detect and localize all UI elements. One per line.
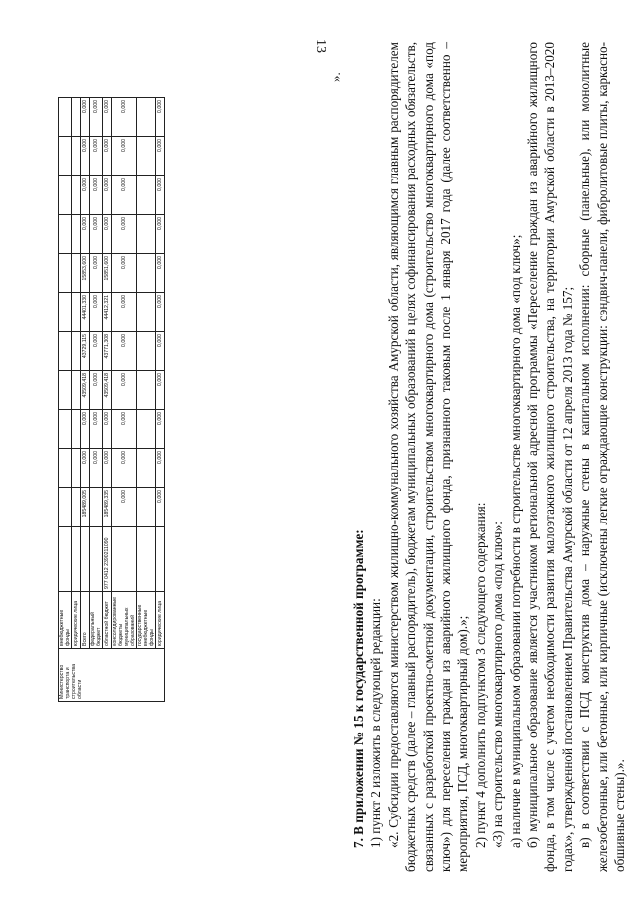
value-cell <box>72 293 81 332</box>
value-cell: 185489,335 <box>103 488 112 527</box>
paragraph: а) наличие в муниципальном образовании потребности в строительстве многоквартирного дома «под ключ»; <box>507 234 523 848</box>
value-cell: 0,000 <box>156 293 165 332</box>
value-cell <box>137 449 156 488</box>
row-label: государственные внебюджетные фонды <box>137 592 156 649</box>
row-label: юридические лица <box>156 592 165 649</box>
paragraph: 7. В приложении № 15 к государственной программе: <box>351 529 366 848</box>
paragraph: «3) на строительство многоквартирного дома «под ключ»: <box>490 521 506 848</box>
value-cell <box>72 449 81 488</box>
rotated-page-content <box>50 32 628 872</box>
table-row <box>59 98 72 702</box>
budget-code <box>137 527 156 592</box>
value-cell: 0,000 <box>90 215 103 254</box>
value-cell: 0,000 <box>112 215 137 254</box>
budget-code: 977 0412 2390211090 <box>103 527 112 592</box>
value-cell <box>137 488 156 527</box>
value-cell: 44412,321 <box>103 293 112 332</box>
value-cell: 0,000 <box>156 215 165 254</box>
value-cell: 0,000 <box>90 332 103 371</box>
value-cell: 0,000 <box>112 176 137 215</box>
budget-code <box>112 527 137 592</box>
value-cell: 0,000 <box>112 449 137 488</box>
row-label: юридические лица <box>72 592 81 649</box>
value-cell <box>59 332 72 371</box>
value-cell: 0,000 <box>103 215 112 254</box>
value-cell <box>137 371 156 410</box>
budget-code <box>72 527 81 592</box>
org-cell: Министерство транспорта и строительства области <box>59 649 165 702</box>
value-cell: 0,000 <box>156 488 165 527</box>
table-row <box>137 98 156 702</box>
paragraph: в) в соответствии с ПСД конструктив дома – наружные стены в капитальном исполнении: сборные (панельные), или монолитные железобетонные, или бетонные, или кирпичные (исключены легкие ограждающие конструкции: сэндвич-панели, фибролитовые плиты, каркасно-обшивные стены).». <box>577 42 628 872</box>
value-cell: 0,000 <box>81 176 90 215</box>
value-cell <box>137 254 156 293</box>
value-cell <box>72 254 81 293</box>
value-cell: 185489,005 <box>81 488 90 527</box>
value-cell: 0,000 <box>90 176 103 215</box>
budget-code <box>81 527 90 592</box>
value-cell <box>59 176 72 215</box>
table-row <box>90 98 103 702</box>
paragraph: б) муниципальное образование является участником региональной адресной программы «Переселение граждан из аварийного жилищного фонда, в том числе с учетом необходимости развития малоэтажного жилищного строительства, на территории Амурской области в 2013–2020 годах», утвержденной постановлением Правительства Амурской области от 12 апреля 2013 года № 157; <box>525 42 575 872</box>
value-cell: 0,000 <box>81 449 90 488</box>
table-close-quote: ». <box>328 72 343 82</box>
page-number: 13 <box>313 39 328 53</box>
value-cell <box>72 410 81 449</box>
value-cell <box>59 410 72 449</box>
value-cell: 0,000 <box>103 137 112 176</box>
value-cell: 43729,115 <box>81 332 90 371</box>
value-cell <box>137 332 156 371</box>
value-cell: 0,000 <box>81 98 90 137</box>
value-cell: 0,000 <box>103 176 112 215</box>
value-cell <box>137 176 156 215</box>
budget-table <box>58 97 165 702</box>
value-cell: 0,000 <box>156 410 165 449</box>
value-cell: 0,000 <box>90 293 103 332</box>
value-cell <box>59 371 72 410</box>
value-cell <box>59 98 72 137</box>
value-cell <box>72 137 81 176</box>
value-cell: 0,000 <box>103 98 112 137</box>
value-cell <box>59 254 72 293</box>
value-cell: 0,000 <box>156 332 165 371</box>
value-cell: 0,000 <box>112 137 137 176</box>
row-label: внебюджетные фонды <box>59 592 72 649</box>
value-cell: 0,000 <box>90 449 103 488</box>
table-row <box>103 98 112 702</box>
value-cell: 0,000 <box>81 410 90 449</box>
value-cell: 0,000 <box>156 371 165 410</box>
value-cell: 43509,418 <box>103 371 112 410</box>
value-cell <box>137 98 156 137</box>
row-label: Всего <box>81 592 90 649</box>
value-cell: 0,000 <box>81 215 90 254</box>
value-cell: 0,000 <box>156 254 165 293</box>
table-row <box>156 98 165 702</box>
value-cell <box>59 293 72 332</box>
table-row <box>81 98 90 702</box>
value-cell <box>72 371 81 410</box>
value-cell <box>72 98 81 137</box>
value-cell: 0,000 <box>112 332 137 371</box>
value-cell: 0,000 <box>112 488 137 527</box>
budget-code <box>156 527 165 592</box>
value-cell: 0,000 <box>112 410 137 449</box>
value-cell: 0,000 <box>112 254 137 293</box>
row-label: консолидированные бюджеты муниципальных образований <box>112 592 137 649</box>
document-body <box>350 42 629 872</box>
value-cell <box>59 137 72 176</box>
value-cell: 0,000 <box>112 293 137 332</box>
value-cell: 44401,330 <box>81 293 90 332</box>
value-cell: 15851,600 <box>103 254 112 293</box>
value-cell: 0,000 <box>90 254 103 293</box>
value-cell: 0,000 <box>156 137 165 176</box>
value-cell: 0,000 <box>90 410 103 449</box>
row-label: областной бюджет <box>103 592 112 649</box>
value-cell <box>72 176 81 215</box>
table-row <box>112 98 137 702</box>
value-cell: 0,000 <box>90 98 103 137</box>
value-cell: 43509,418 <box>81 371 90 410</box>
paragraph: «2. Субсидии предоставляются министерством жилищно-коммунального хозяйства Амурской области, являющимся главным распорядителем бюджетных средств (далее – главный распорядитель), бюджетам муниципальных образований в целях софинансирования расходных обязательств, связанных с разработкой проектно-сметной документации, строительством многоквартирного дома (строительство многоквартирного дома «под ключ») для переселения граждан из аварийного жилищного фонда, признанного таковым после 1 января 2017 года (далее соответственно – мероприятия, ПСД, многоквартирный дом).»; <box>385 42 471 872</box>
value-cell <box>137 137 156 176</box>
value-cell <box>90 488 103 527</box>
paragraph: 2) пункт 4 дополнить подпунктом 3 следующего содержания: <box>472 502 488 848</box>
value-cell <box>72 488 81 527</box>
value-cell: 0,000 <box>156 98 165 137</box>
value-cell: 0,000 <box>81 137 90 176</box>
paragraph: 1) пункт 2 изложить в следующей редакции: <box>368 598 384 848</box>
value-cell <box>72 332 81 371</box>
value-cell: 0,000 <box>103 449 112 488</box>
value-cell <box>137 215 156 254</box>
value-cell <box>137 293 156 332</box>
value-cell <box>59 215 72 254</box>
value-cell: 0,000 <box>112 98 137 137</box>
value-cell: 0,000 <box>156 176 165 215</box>
value-cell <box>72 215 81 254</box>
value-cell: 0,000 <box>103 410 112 449</box>
value-cell <box>59 488 72 527</box>
value-cell: 0,000 <box>90 137 103 176</box>
budget-code <box>90 527 103 592</box>
value-cell: 43771,308 <box>103 332 112 371</box>
budget-code <box>59 527 72 592</box>
table-row <box>72 98 81 702</box>
row-label: федеральный бюджет <box>90 592 103 649</box>
value-cell: 0,000 <box>112 371 137 410</box>
value-cell: 0,000 <box>156 449 165 488</box>
value-cell <box>137 410 156 449</box>
value-cell: 15853,600 <box>81 254 90 293</box>
value-cell <box>59 449 72 488</box>
value-cell: 0,000 <box>90 371 103 410</box>
